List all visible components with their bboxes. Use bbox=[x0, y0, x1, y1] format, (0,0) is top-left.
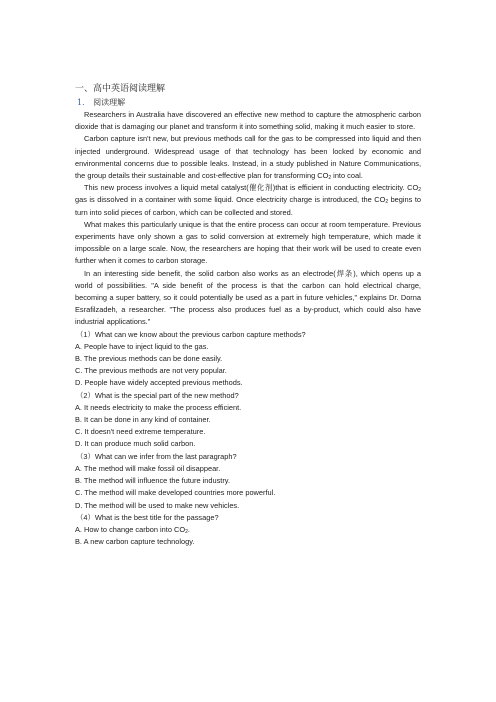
subheading-number: 1． bbox=[77, 98, 91, 107]
passage-paragraph-5: In an interesting side benefit, the solid carbon also works as an electrode(焊条), which opens up a world of possibilities. "A side benefit of the process is that the carbon can hold electrical charge, becoming a super battery, so it could potentially be used as a part in future vehicles," explains Dr. Dorna Esrafilzadeh, a researcher. "The process also produces fuel as a by-product, which could also have industrial applications." bbox=[75, 268, 421, 327]
question-4-option-a-subscript: 2 bbox=[185, 528, 188, 535]
question-3-stem: （3）What can we infer from the last paragraph? bbox=[76, 451, 237, 461]
paragraph-3-subscript-2: 2 bbox=[385, 199, 389, 206]
question-2-option-a: A. It needs electricity to make the process efficient. bbox=[75, 402, 242, 412]
question-1-stem: （1）What can we know about the previous carbon capture methods? bbox=[76, 329, 306, 339]
question-2 bbox=[75, 390, 421, 451]
question-4-option-b: B. A new carbon capture technology. bbox=[75, 537, 195, 547]
question-2-option-c: C. It doesn't need extreme temperature. bbox=[75, 427, 206, 437]
document-content bbox=[75, 83, 421, 548]
question-1-option-b: B. The previous methods can be done easily. bbox=[75, 354, 223, 364]
question-1-option-c: C. The previous methods are not very popular. bbox=[75, 366, 227, 376]
question-3-option-c: C. The method will make developed countries more powerful. bbox=[75, 488, 276, 498]
question-3-option-d: D. The method will be used to make new vehicles. bbox=[75, 500, 240, 510]
paragraph-2-text-b: into coal. bbox=[331, 171, 363, 181]
question-3 bbox=[75, 451, 421, 512]
question-3-option-b: B. The method will influence the future industry. bbox=[75, 476, 231, 486]
question-2-option-d: D. It can produce much solid carbon. bbox=[75, 439, 196, 449]
question-2-option-b: B. It can be done in any kind of container. bbox=[75, 415, 211, 425]
passage-paragraph-2 bbox=[75, 133, 421, 182]
passage-paragraph-3 bbox=[75, 182, 421, 219]
paragraph-2-text-a: Carbon capture isn't new, but previous methods call for the gas to be compressed into liquid and then injected underground. Widespread usage of that technology has been locked by economic and environmental concerns due to possible leaks. Instead, in a study published in Nature Communications, the group details their sustainable and cost-effective plan for transforming CO bbox=[75, 134, 421, 181]
question-4-option-a bbox=[75, 524, 421, 536]
question-4-option-a-period: . bbox=[187, 524, 190, 534]
passage-paragraph-1: Researchers in Australia have discovered an effective new method to capture the atmospheric carbon dioxide that is damaging our planet and transform it into something solid, making it much easier to store. bbox=[75, 110, 421, 132]
passage-paragraph-4: What makes this particularly unique is that the entire process can occur at room temperature. Previous experiments have only shown a gas to solid conversion at extremely high temperature, which made it impossible on a large scale. Now, the researchers are hoping that their work will be used to create even further when it comes to carbon storage. bbox=[75, 219, 421, 266]
section-heading: 一、高中英语阅读理解 bbox=[75, 84, 166, 94]
paragraph-3-text-a: This new process involves a liquid metal catalyst(催化剂)that is efficient in conducting electricity. CO bbox=[84, 183, 419, 193]
question-subheading bbox=[77, 97, 421, 109]
question-4-stem: （4）What is the best title for the passage? bbox=[76, 512, 219, 522]
subheading-label: 阅读理解 bbox=[93, 98, 126, 107]
question-3-option-a: A. The method will make fossil oil disappear. bbox=[75, 463, 221, 473]
paragraph-3-subscript-1: 2 bbox=[418, 187, 421, 194]
question-4 bbox=[75, 512, 421, 549]
paragraph-3-text-b: gas is dissolved in a container with some liquid. Once electricity charge is introduced, the CO bbox=[75, 195, 386, 205]
paragraph-3-text-c: begins to turn into solid pieces of carbon, which can be collected and stored. bbox=[75, 195, 421, 217]
question-1-option-a: A. People have to inject liquid to the gas. bbox=[75, 341, 209, 351]
question-1 bbox=[75, 329, 421, 390]
question-2-stem: （2）What is the special part of the new method? bbox=[76, 390, 239, 400]
paragraph-2-subscript: 2 bbox=[328, 175, 332, 182]
question-1-option-d: D. People have widely accepted previous methods. bbox=[75, 378, 243, 388]
question-4-option-a-text: A. How to change carbon into CO bbox=[75, 524, 186, 534]
